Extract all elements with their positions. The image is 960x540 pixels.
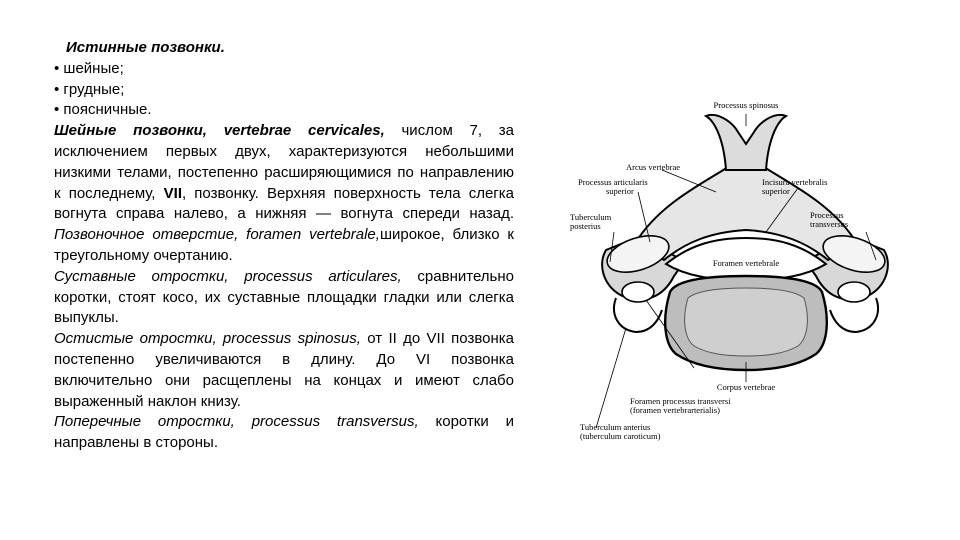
label-processus-articularis: Processus articularis: [578, 177, 648, 187]
paragraph-cervical-vertebrae: [54, 121, 514, 267]
label-processus-transversus: Processus: [810, 210, 844, 220]
label-incisura-vertebralis: Incisura vertebralis: [762, 177, 828, 187]
paragraph-text: сравнительно коротки, стоят косо, их суставные площадки гладки или слегка выпуклы.: [54, 267, 514, 327]
label-foramen-vertebrarterialis: (foramen vertebrarterialis): [630, 405, 720, 415]
term-processus-articulares: Суставные отростки, processus articulares,: [54, 267, 402, 285]
label-tuberculum-posterius: Tuberculum: [570, 212, 612, 222]
paragraph-text: , позвонку. Верхняя поверхность тела слегка вогнута справа налево, а нижняя — вогнута спереди назад.: [54, 184, 515, 223]
label-processus-articularis-superior: superior: [606, 186, 634, 196]
paragraph-text: числом 7, за исключением первых двух, характеризуются небольшими низкими телами, постепенно расширяющимися по направлению к последнему,: [54, 122, 514, 202]
vertebra-drawing: [602, 115, 889, 370]
bullet-lumbar: • поясничные.: [54, 101, 152, 119]
label-incisura-vertebralis-superior: superior: [762, 186, 790, 196]
bullet-thoracic: • грудные;: [54, 80, 125, 98]
label-processus-spinosus: Processus spinosus: [713, 100, 779, 110]
term-processus-transversus: Поперечные отростки, processus transversus,: [54, 413, 419, 431]
paragraph-text: от II до VII позвонка постепенно увеличиваются в длину. До VI позвонка включительно они расщеплены на концах и имеют слабо выраженный наклон книзу.: [54, 330, 515, 410]
label-tuberculum-posterius-2: posterius: [570, 221, 601, 231]
label-arcus-vertebrae: Arcus vertebrae: [626, 162, 681, 172]
term-vertebrae-cervicales: Шейные позвонки, vertebrae cervicales,: [54, 122, 385, 140]
paragraph-text: коротки и направлены в стороны.: [54, 413, 514, 452]
term-processus-spinosus: Остистые отростки, processus spinosus,: [54, 330, 361, 348]
paragraph-articular-processes: [54, 267, 514, 329]
paragraph-spinous-processes: [54, 329, 514, 412]
cervical-vertebra-figure: [566, 92, 926, 452]
text-column: [54, 38, 514, 454]
term-foramen-vertebrale: Позвоночное отверстие, foramen vertebrale,: [54, 226, 380, 244]
slide-heading: Истинные позвонки.: [66, 39, 225, 56]
label-tuberculum-anterius: Tuberculum anterius: [580, 422, 651, 432]
roman-vii: VII: [163, 184, 182, 202]
label-tuberculum-caroticum: (tuberculum caroticum): [580, 431, 661, 441]
paragraph-text: широкое, близко к треугольному очертанию.: [54, 226, 514, 264]
label-foramen-vertebrale: Foramen vertebrale: [712, 258, 780, 268]
label-processus-transversus-2: transversus: [810, 219, 849, 229]
label-foramen-processus-transversi: Foramen processus transversi: [630, 396, 731, 406]
label-corpus-vertebrae: Corpus vertebrae: [716, 382, 776, 392]
paragraph-transverse-processes: [54, 412, 514, 454]
vertebra-illustration: [566, 92, 926, 452]
bullet-cervical: • шейные;: [54, 59, 124, 77]
